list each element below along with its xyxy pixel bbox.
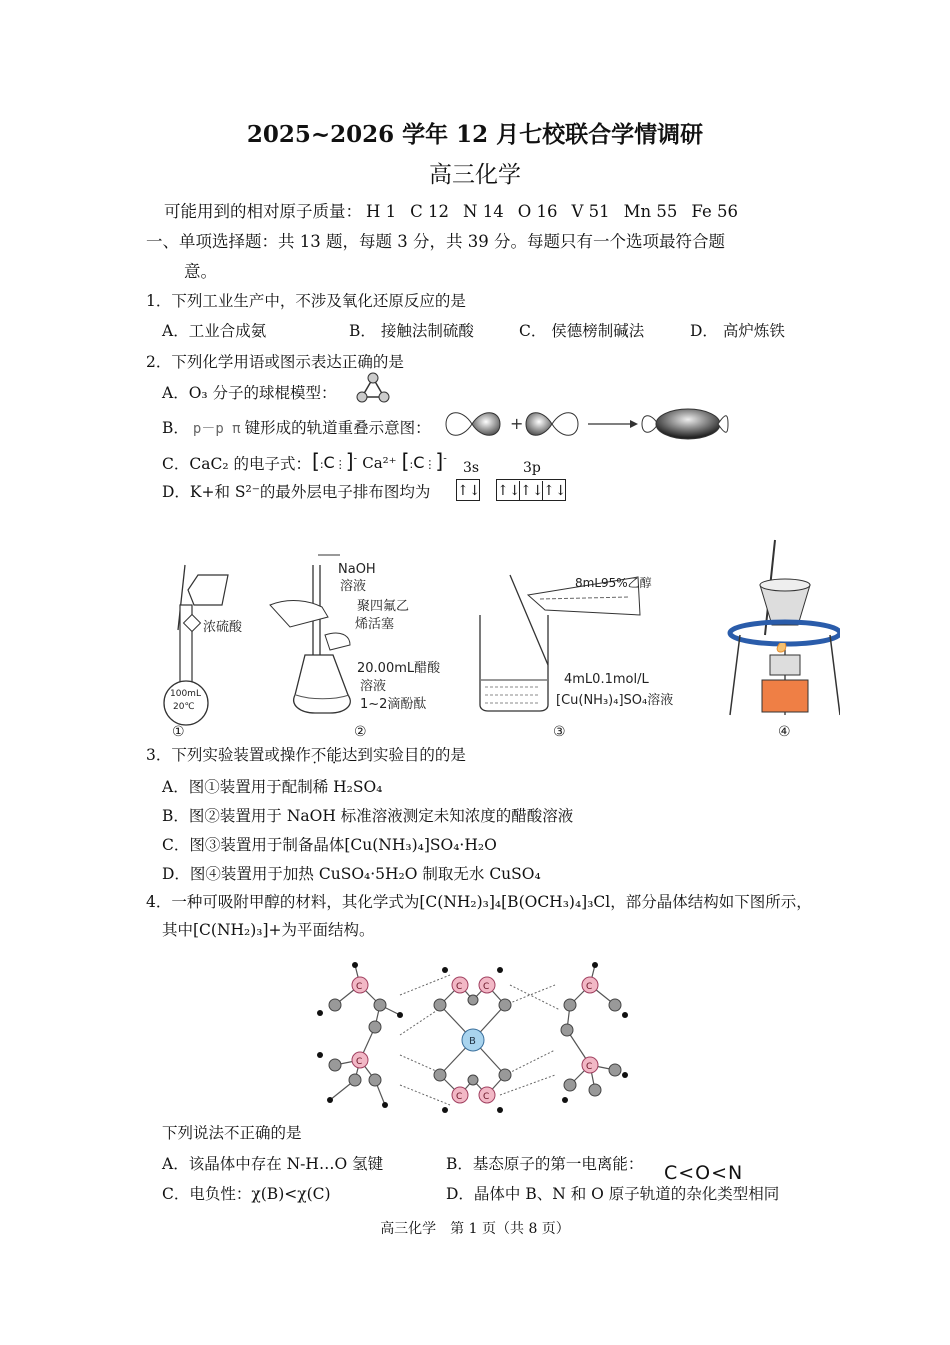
fig1-acid-label: 浓硫酸 [203,620,243,635]
calcium-ion: Ca²⁺ [362,454,397,472]
crystal-structure-diagram [305,955,645,1125]
q2-b-suffix: 键形成的轨道重叠示意图： [244,419,431,437]
q2-option-a: A．O₃ 分子的球棍模型： [162,384,337,402]
q4-stem-line1: 4．一种可吸附甲醇的材料，其化学式为[C(NH₂)₃]₄[B(OCH₃)₄]₃Cl，部分晶体结构如下图所示， [146,893,812,911]
fig1-number: ① [172,724,185,740]
mass-item: H 1 [366,202,397,221]
figure-4-crucible-heating [730,540,840,740]
q1-option-d: D． 高炉炼铁 [690,322,785,340]
q1-stem: 1．下列工业生产中，不涉及氧化还原反应的是 [146,292,466,310]
fig2-acid-label-2: 溶液 [360,679,387,694]
carbon-atom: C [413,453,425,472]
q4-stem-line2: 其中[C(NH₂)₃]+为平面结构。 [162,921,375,939]
orbital-cell: ↑↓ [543,483,567,499]
ionization-order: C<O<N [664,1162,744,1184]
orbital-label-3s: 3s [463,460,480,476]
carbon-atom-label: C [456,982,463,992]
carbon-atom-label: C [586,982,593,992]
carbon-atom-label: C [356,982,363,992]
carbon-atom-label: C [483,1092,490,1102]
figure-3-beaker [480,575,673,740]
mass-item: N 14 [463,202,504,221]
q1-option-c: C． 侯德榜制碱法 [519,322,645,340]
fig4-number: ④ [778,724,791,740]
q2-option-d: D．K+和 S²⁻的最外层电子排布图均为 [162,483,431,501]
q4-sub-stem: 下列说法不正确的是 [162,1124,302,1142]
q1-option-a: A．工业合成氨 [162,322,267,340]
q2-stem: 2．下列化学用语或图示表达正确的是 [146,353,404,371]
mass-item: Fe 56 [691,202,738,221]
orbital-cell: ↑↓ [497,483,521,499]
figure-2-titration [270,555,441,740]
boron-atom-label: B [469,1036,476,1047]
page-footer: 高三化学 第 1 页（共 8 页） [380,1221,570,1237]
orbital-cell: ↑↓ [520,483,544,499]
fig2-number: ② [354,724,367,740]
fig2-acid-label: 20.00mL醋酸 [357,661,441,676]
figure-1-volumetric-flask [164,565,243,740]
carbon-atom-label: C [586,1062,593,1072]
atomic-mass-line [164,198,752,222]
fig2-ptfe-label-1: 聚四氟乙 [357,599,410,614]
atomic-mass-label: 可能用到的相对原子质量： [164,202,362,221]
orbital-cell: ↑↓ [457,483,481,499]
q1-option-b: B． 接触法制硫酸 [349,322,474,340]
q2-option-c: C．CaC₂ 的电子式： [162,455,311,473]
q3-option-c: C．图③装置用于制备晶体[Cu(NH₃)₄]SO₄·H₂O [162,836,497,854]
q4-option-a: A．该晶体中存在 N-H…O 氢键 [162,1155,384,1173]
mass-item: C 12 [410,202,450,221]
ozone-ball-stick-model [356,372,390,404]
carbon-atom-label: C [456,1092,463,1102]
q2-b-prefix: B． [162,419,189,437]
carbon-atom-label: C [356,1057,363,1067]
q4-option-b: B．基态原子的第一电离能： [446,1155,644,1173]
fig2-solution-label: 溶液 [340,579,367,594]
q2-b-pp: p－p π [192,421,241,437]
carbon-atom-label: C [483,982,490,992]
svg-text:+: + [510,414,524,433]
q2-option-b [162,416,431,438]
orbital-box-3s [456,479,480,501]
section-line1: 一、单项选择题：共 13 题，每题 3 分，共 39 分。每题只有一个选项最符合题 [146,232,725,251]
fig2-naoh-label: NaOH [338,562,376,577]
q4-option-d: D．晶体中 B、N 和 O 原子轨道的杂化类型相同 [446,1185,780,1203]
q3-option-b: B．图②装置用于 NaOH 标准溶液测定未知浓度的醋酸溶液 [162,807,574,825]
mass-item: O 16 [517,202,558,221]
q3-stem-part-a: 3．下列实验装置或操作 [146,746,311,764]
fig2-ptfe-label-2: 烯活塞 [355,617,395,632]
section-line2: 意。 [184,262,217,281]
orbital-label-3p: 3p [523,460,541,476]
fig3-cu-label: [Cu(NH₃)₄]SO₄溶液 [556,693,674,708]
q3-stem-emphasis: 不能 • • [311,746,342,764]
orbital-box-3p [496,479,566,501]
mass-item: Mn 55 [623,202,678,221]
experiment-figures [150,535,840,745]
q3-option-a: A．图①装置用于配制稀 H₂SO₄ [162,778,383,796]
cac2-electron-formula: [:C⋮]- Ca²⁺ [:C⋮]- [312,449,447,473]
fig3-number: ③ [553,724,566,740]
exam-title: 2025~2026 学年 12 月七校联合学情调研 [246,121,704,148]
q3-option-d: D．图④装置用于加热 CuSO₄·5H₂O 制取无水 CuSO₄ [162,865,541,883]
carbon-atom: C [323,453,335,472]
exam-subject: 高三化学 [429,162,521,188]
q3-stem-part-c: 达到实验目的的是 [341,746,466,764]
q4-option-c: C．电负性：χ(B)<χ(C) [162,1185,331,1203]
q3-stem [146,743,466,765]
mass-item: V 51 [571,202,610,221]
fig1-volume-label: 100mL [170,689,201,699]
section-heading [146,227,816,287]
fig3-conc-label: 4mL0.1mol/L [564,672,649,687]
p-orbital-overlap-diagram [444,406,730,442]
fig1-temp-label: 20℃ [173,702,195,712]
fig2-indicator-label: 1~2滴酚酞 [360,697,427,712]
fig3-ethanol-label: 8mL95%乙醇 [575,576,652,590]
